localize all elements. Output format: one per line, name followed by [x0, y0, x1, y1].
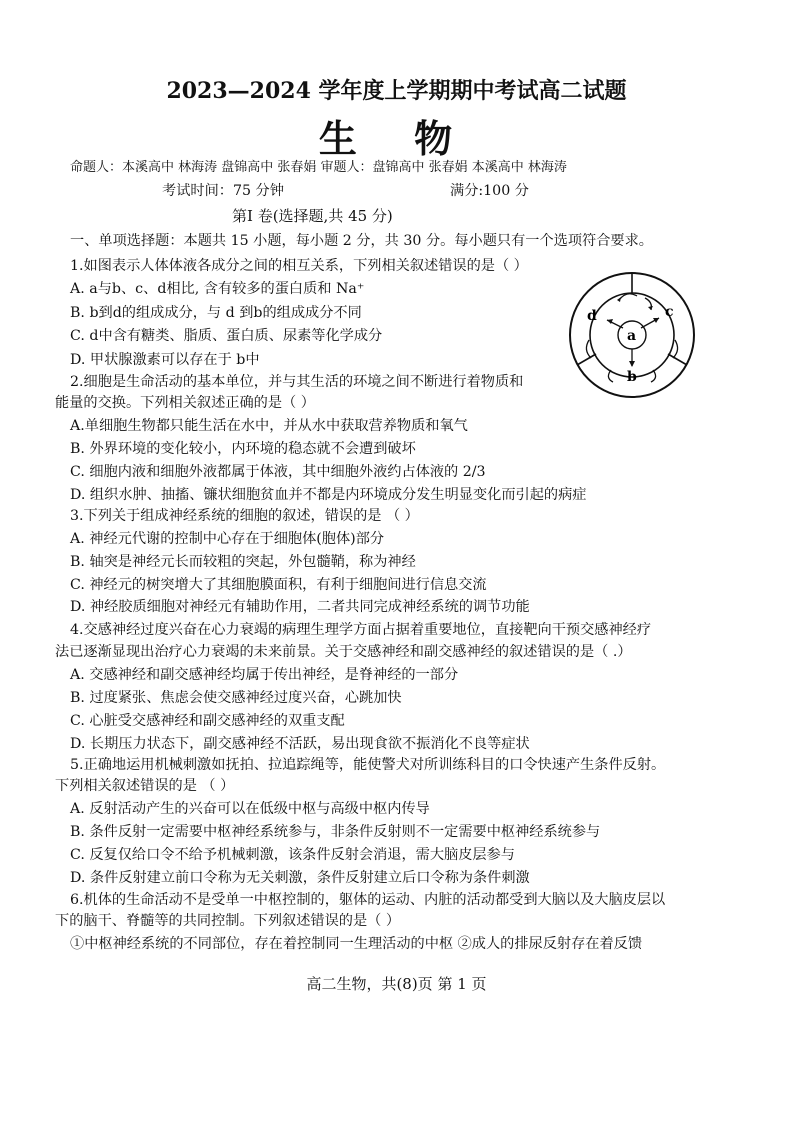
question-4-stem: 4.交感神经过度兴奋在心力衰竭的病理生理学方面占据着重要地位，直接靶向干预交感神经疗 [70, 622, 652, 638]
question-3-stem: 3.下列关于组成神经系统的细胞的叙述，错误的是 （ ） [70, 508, 419, 524]
question-6-stem-cont: 下的脑干、脊髓等的共同控制。下列叙述错误的是（ ） [55, 913, 401, 929]
question-1-option-b: B. b到d的组成成分，与 d 到b的组成成分不同 [70, 305, 362, 321]
exam-title: 2023—2024 学年度上学期期中考试高二试题 [166, 78, 627, 104]
body-fluid-diagram [567, 270, 697, 400]
figure-label-d: d [587, 308, 597, 324]
question-1-option-a: A. a与b、c、d相比, 含有较多的蛋白质和 Na⁺ [70, 281, 365, 297]
question-5-stem-cont: 下列相关叙述错误的是 （ ） [55, 778, 235, 794]
question-1-option-d: D. 甲状腺激素可以存在于 b中 [70, 352, 260, 368]
question-2-option-a: A.单细胞生物都只能生活在水中，并从水中获取营养物质和氧气 [70, 418, 468, 434]
question-5-option-b: B. 条件反射一定需要中枢神经系统参与，非条件反射则不一定需要中枢神经系统参与 [70, 824, 601, 840]
subject-title: 生 物 [318, 116, 475, 161]
section-title: 第Ⅰ 卷(选择题,共 45 分) [232, 207, 393, 225]
question-3-option-a: A. 神经元代谢的控制中心存在于细胞体(胞体)部分 [70, 531, 385, 547]
figure-label-c: c [665, 304, 674, 320]
question-1-stem: 1.如图表示人体体液各成分之间的相互关系，下列相关叙述错误的是（ ） [70, 258, 528, 274]
page-footer: 高二生物，共(8)页 第 1 页 [306, 975, 487, 993]
question-6-items: ①中枢神经系统的不同部位，存在着控制同一生理活动的中枢 ②成人的排尿反射存在着反馈 [70, 936, 643, 952]
question-6-stem: 6.机体的生命活动不是受单一中枢控制的，躯体的运动、内脏的活动都受到大脑以及大脑皮层以 [70, 892, 666, 908]
question-2-option-d: D. 组织水肿、抽搐、镰状细胞贫血并不都是内环境成分发生明显变化而引起的病症 [70, 487, 587, 503]
question-2-option-c: C. 细胞内液和细胞外液都属于体液，其中细胞外液约占体液的 2/3 [70, 464, 486, 480]
question-2-stem: 2.细胞是生命活动的基本单位，并与其生活的环境之间不断进行着物质和 [70, 374, 524, 390]
question-5-option-d: D. 条件反射建立前口令称为无关刺激，条件反射建立后口令称为条件刺激 [70, 870, 530, 886]
question-3-option-d: D. 神经胶质细胞对神经元有辅助作用，二者共同完成神经系统的调节功能 [70, 599, 530, 615]
question-4-option-c: C. 心脏受交感神经和副交感神经的双重支配 [70, 713, 345, 729]
question-4-option-a: A. 交感神经和副交感神经均属于传出神经，是脊神经的一部分 [70, 667, 459, 683]
figure-label-b: b [627, 369, 637, 385]
exam-time: 考试时间：75 分钟 [162, 183, 284, 199]
question-5-stem: 5.正确地运用机械刺激如抚拍、拉追踪绳等，能使警犬对所训练科目的口令快速产生条件反射。 [70, 757, 666, 773]
question-2-stem-cont: 能量的交换。下列相关叙述正确的是（ ） [55, 395, 315, 411]
question-3-option-c: C. 神经元的树突增大了其细胞膜面积，有利于细胞间进行信息交流 [70, 577, 487, 593]
question-2-option-b: B. 外界环境的变化较小，内环境的稳态就不会遭到破坏 [70, 441, 416, 457]
question-5-option-a: A. 反射活动产生的兴奋可以在低级中枢与高级中枢内传导 [70, 801, 430, 817]
authors-line: 命题人：本溪高中 林海涛 盘锦高中 张春娟 审题人：盘锦高中 张春娟 本溪高中 林海涛 [70, 160, 567, 175]
question-4-stem-cont: 法已逐渐显现出治疗心力衰竭的未来前景。关于交感神经和副交感神经的叙述错误的是（ .） [55, 644, 632, 660]
full-score: 满分:100 分 [450, 183, 529, 199]
question-5-option-c: C. 反复仅给口令不给予机械刺激，该条件反射会消退，需大脑皮层参与 [70, 847, 515, 863]
question-3-option-b: B. 轴突是神经元长而较粗的突起，外包髓鞘，称为神经 [70, 554, 416, 570]
question-1-option-c: C. d中含有糖类、脂质、蛋白质、尿素等化学成分 [70, 328, 383, 344]
question-4-option-b: B. 过度紧张、焦虑会使交感神经过度兴奋，心跳加快 [70, 690, 402, 706]
figure-label-a: a [627, 328, 637, 344]
question-4-option-d: D. 长期压力状态下，副交感神经不活跃，易出现食欲不振消化不良等症状 [70, 736, 530, 752]
section-instruction: 一、单项选择题：本题共 15 小题，每小题 2 分，共 30 分。每小题只有一个选项符合要求。 [70, 233, 653, 249]
